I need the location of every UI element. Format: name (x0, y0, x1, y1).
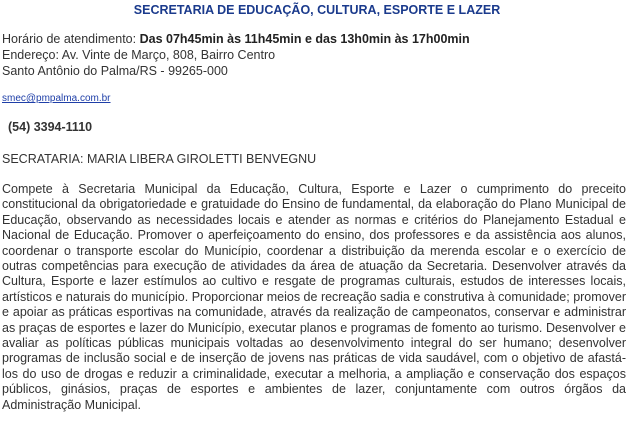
email-link[interactable]: smec@pmpalma.com.br (2, 93, 111, 104)
contact-info (2, 31, 626, 79)
hours-label: Horário de atendimento: (2, 32, 140, 46)
page-title: SECRETARIA DE EDUCAÇÃO, CULTURA, ESPORTE E LAZER (133, 3, 501, 17)
hours-row (2, 31, 626, 47)
phone-number: (54) 3394-1110 (8, 120, 93, 134)
hours-value: Das 07h45min às 11h45min e das 13h0min às 17h00min (139, 32, 470, 46)
email-row (2, 92, 626, 105)
address-line: Endereço: Av. Vinte de Março, 808, Bairro Centro (2, 48, 276, 62)
city-line: Santo Antônio do Palma/RS - 99265-000 (2, 64, 228, 78)
secretary-name: SECRATARIA: MARIA LIBERA GIROLETTI BENVEGNU (2, 152, 317, 166)
description-paragraph: Compete à Secretaria Municipal da Educação, Cultura, Esporte e Lazer o cumprimento do preceito constitucional da obrigatoriedade e gratuidade do Ensino de fundamental, da elaboração do Plano Municipal de Educação, observando as necessidades locais e atender as normas e critérios do Planejamento Estadual e Nacional de Educação. Promover o aperfeiçoamento do ensino, dos professores e da assistência aos alunos, coordenar o transporte escolar do Município, coordenar a distribuição da merenda escolar e o exercício de outras competências para execução de atividades da área de atuação da Secretaria. Desenvolver através da Cultura, Esporte e lazer estímulos ao cultivo e resgate de programas culturais, estudos de interesses locais, artísticos e naturais do município. Proporcionar meios de recreação sadia e construtiva à comunidade; promover e apoiar as práticas esportivas na comunidade, através da realização de campeonatos, conservar e administrar as praças de esportes e lazer do Município, executar planos e programas de fomento ao turismo. Desenvolver e avaliar as políticas públicas municipais voltadas ao desenvolvimento integral do ser humano; desenvolver programas de inclusão social e de inserção de jovens nas práticas de vida saudável, com o objetivo de afastá-los do uso de drogas e reduzir a criminalidade, executar a melhoria, a ampliação e conservação dos espaços públicos, ginásios, praças de esportes e ambientes de lazer, conjuntamente com outros órgãos da Administração Municipal. (2, 182, 626, 412)
